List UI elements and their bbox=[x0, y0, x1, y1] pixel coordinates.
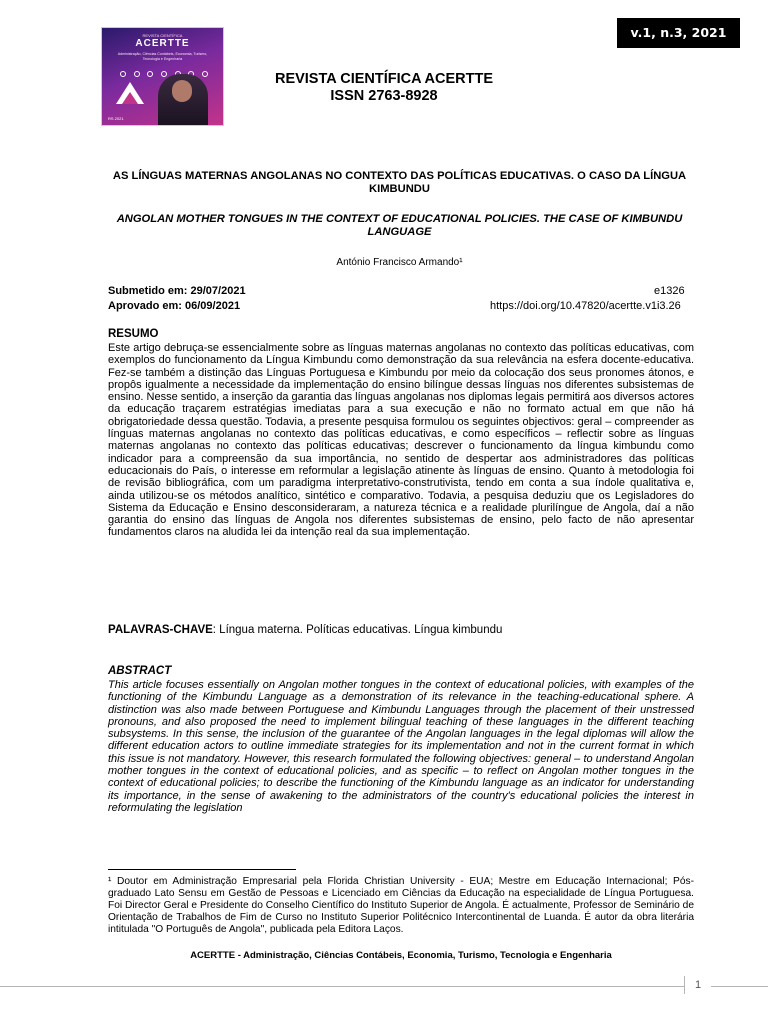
title-portuguese: AS LÍNGUAS MATERNAS ANGOLANAS NO CONTEXTO DAS POLÍTICAS EDUCATIVAS. O CASO DA LÍNGUA KIMBUNDU bbox=[112, 170, 687, 195]
keywords-text: : Língua materna. Políticas educativas. Língua kimbundu bbox=[212, 624, 503, 636]
approved-date: Aprovado em: 06/09/2021 bbox=[108, 300, 241, 312]
page-number: 1 bbox=[684, 976, 711, 994]
abstract-text: This article focuses essentially on Angolan mother tongues in the context of educational policies, with examples of the functioning of the Kimbundu Language as a demonstration of its relevance in the teaching-educational sphere. A distinction was also made between Portuguese and Kimbundu Languages through the placement of their unstressed pronouns, and also proposed the need to implement bilingual teaching of these languages in the different teaching subsystems. In this sense, the inclusion of the guarantee of the Angolan languages in the legal diplomas will allow the different education actors to outline immediate strategies for its implementation and not in the current format in which this issue is not mandatory. However, this research formulated the following objectives: general – to understand Angolan mother tongues in the context of educational policies, and as specific – to reflect on Angolan mother tongues in the context of educational policies; to describe the functioning of the Kimbundu language as an indicator for understanding its importance, in the sense of awakening to the administrators of the country's educational policies the interest in reformulating the legislation bbox=[108, 679, 694, 814]
cover-foot-text: RS 2021 bbox=[108, 116, 124, 121]
page-footer: ACERTTE - Administração, Ciências Contábeis, Economia, Turismo, Tecnologia e Engenharia bbox=[190, 950, 612, 961]
title-english: ANGOLAN MOTHER TONGUES IN THE CONTEXT OF EDUCATIONAL POLICIES. THE CASE OF KIMBUNDU LANGUAGE bbox=[116, 213, 683, 238]
abstract-heading: ABSTRACT bbox=[108, 665, 172, 677]
cover-top-text: REVISTA CIENTÍFICA bbox=[142, 33, 183, 38]
cover-subtitle: Administração, Ciências Contábeis, Economia, Turismo, Tecnologia e Engenharia bbox=[117, 52, 208, 61]
article-id: e1326 bbox=[654, 285, 685, 297]
author: António Francisco Armando¹ bbox=[336, 257, 463, 268]
volume-badge: v.1, n.3, 2021 bbox=[617, 18, 740, 48]
page-footer-line bbox=[0, 986, 768, 987]
keywords bbox=[108, 624, 502, 636]
doi-link[interactable]: https://doi.org/10.47820/acertte.v1i3.26 bbox=[490, 300, 681, 312]
journal-issn: ISSN 2763-8928 bbox=[330, 88, 438, 104]
submitted-date: Submetido em: 29/07/2021 bbox=[108, 285, 246, 297]
journal-name: REVISTA CIENTÍFICA ACERTTE bbox=[274, 71, 494, 87]
keywords-label: PALAVRAS-CHAVE bbox=[108, 624, 213, 636]
cover-name: ACERTTE bbox=[135, 38, 190, 49]
resumo-text: Este artigo debruça-se essencialmente sobre as línguas maternas angolanas no contexto das políticas educativas, com exemplos do funcionamento da Língua Kimbundu como demonstração da sua relevância na esfera docente-educativa. Fez-se também a distinção das Línguas Portuguesa e Kimbundu por meio da colocação dos seus pronomes átonos, e propôs igualmente a necessidade da implementação do ensino bilíngue dessas línguas nos diferentes subsistemas de ensino. Nesse sentido, a inserção da garantia das línguas angolanas nos diplomas legais permitirá aos diversos actores da educação traçarem estratégias imediatas para a sua execução e não no formato actual em que não há obrigatoriedade dessa questão. Todavia, a presente pesquisa formulou os seguintes objectivos: geral – compreender as línguas maternas angolanas no contexto das políticas educativas, e como específicos – reflectir sobre as línguas maternas angolanas no contexto das políticas educativas; descrever o funcionamento da língua kimbundu como indicador para a compreensão da sua importância, no sentido de despertar aos administradores das políticas educacionais do País, o interesse em reformular a legislação atinente às línguas de ensino. Quanto à metodologia foi de revisão bibliográfica, com um paradigma interpretativo-construtivista, tendo em conta a sua índole qualitativa e, ainda utilizou-se os métodos analítico, sintético e comparativo. Todavia, a pesquisa deduziu que os Legisladores do Sistema da Educação e Ensino desconsideraram, a natureza técnica e a realidade plurilíngue de Angola, daí a não garantia do ensino das línguas de Angola nos diferentes subsistemas de ensino, pelo facto de não apresentar fundamentos claros na aludida lei da intenção real da sua implementação. bbox=[108, 342, 694, 539]
footnote-divider bbox=[108, 869, 296, 870]
footnote: ¹ Doutor em Administração Empresarial pela Florida Christian University - EUA; Mestre em Educação Internacional; Pós-graduado Lato Sensu em Gestão de Pessoas e Licenciado em Ciências da Educação na especialidade de Língua Portuguesa. Foi Director Geral e Presidente do Conselho Científico do Instituto Superior de Angola. É actualmente, Professor de Seminário de Orientação de Trabalhos de Fim de Curso no Instituto Superior Politécnico Intercontinental de Luanda. É autor da obra literária intitulada "O Português de Angola", publicada pela Editora Laços. bbox=[108, 876, 694, 935]
resumo-heading: RESUMO bbox=[108, 328, 159, 340]
